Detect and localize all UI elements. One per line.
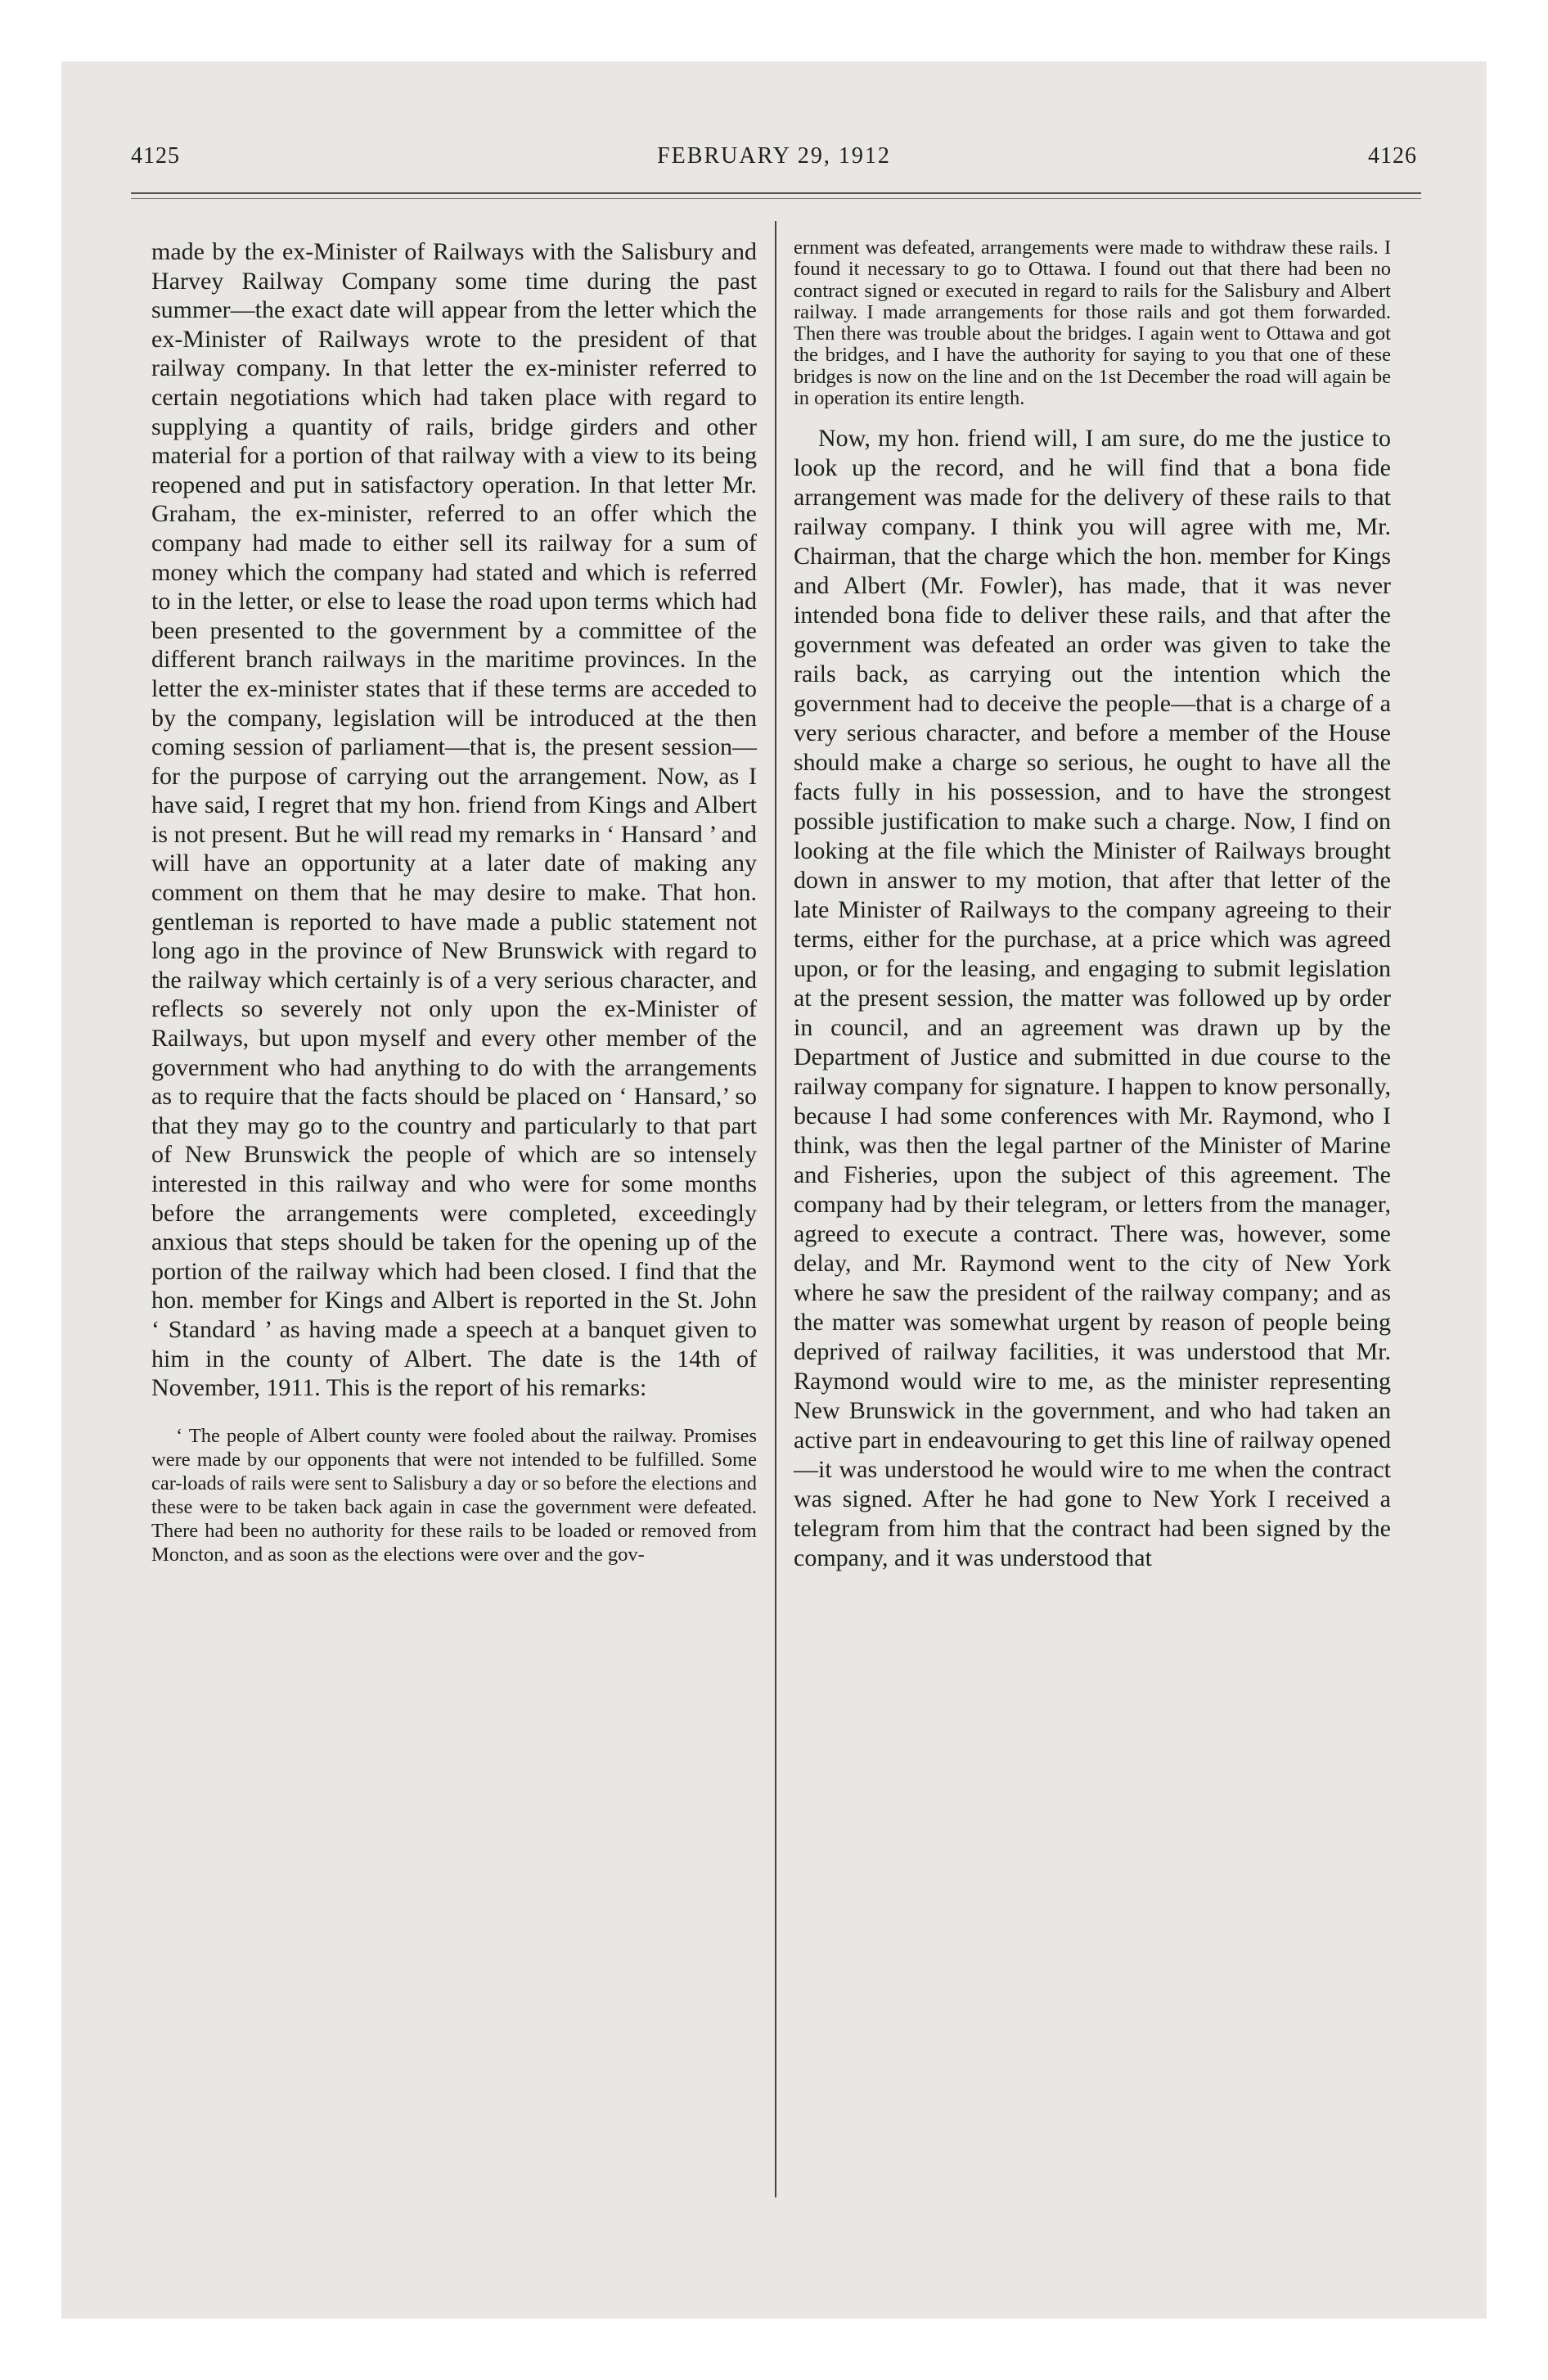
column-divider <box>775 221 776 2197</box>
header-rule-thick <box>131 192 1421 194</box>
left-quote: ‘ The people of Albert county were fooled about the railway. Promises were made by our opponents that were not intended to be fulfilled. Some car-loads of rails were sent to Salisbury a day or so before the elections and these were to be taken back again in case the government were defeated. There had been no authority for these rails to be loaded or removed from Moncton, and as soon as the elections were over and the gov- <box>151 1424 757 1566</box>
page-number-left: 4125 <box>131 143 180 169</box>
left-column <box>151 237 757 1581</box>
document-page <box>61 61 1487 2319</box>
right-column <box>794 237 1391 1588</box>
left-paragraph-1: made by the ex-Minister of Railways with the Salisbury and Harvey Railway Company some time during the past summer—the exact date will appear from the letter which the ex-Minister of Railways wrote to the president of that railway company. In that letter the ex-minister referred to certain negotiations which had taken place with regard to supplying a quantity of rails, bridge girders and other material for a portion of that railway with a view to its being reopened and put in satisfactory operation. In that letter Mr. Graham, the ex-minister, referred to an offer which the company had made to either sell its railway for a sum of money which the company had stated and which is referred to in the letter, or else to lease the road upon terms which had been presented to the government by a committee of the different branch railways in the maritime provinces. In the letter the ex-minister states that if these terms are acceded to by the company, legislation will be introduced at the then coming session of parliament—that is, the present session—for the purpose of carrying out the arrangement. Now, as I have said, I regret that my hon. friend from Kings and Albert is not present. But he will read my remarks in ‘ Hansard ’ and will have an opportunity at a later date of making any comment on them that he may desire to make. That hon. gentleman is reported to have made a public statement not long ago in the province of New Brunswick with regard to the railway which certainly is of a very serious character, and reflects so severely not only upon the ex-Minister of Railways, but upon myself and every other member of the government who had anything to do with the arrangements as to require that the facts should be placed on ‘ Hansard,’ so that they may go to the country and particularly to that part of New Brunswick the people of which are so intensely interested in this railway and who were for some months before the arrangements were completed, exceedingly anxious that steps should be taken for the opening up of the portion of the railway which had been closed. I find that the hon. member for Kings and Albert is reported in the St. John ‘ Standard ’ as having made a speech at a banquet given to him in the county of Albert. The date is the 14th of November, 1911. This is the report of his remarks: <box>151 238 757 1402</box>
page-header <box>131 143 1417 176</box>
right-quote-continued: ernment was defeated, arrangements were made to withdraw these rails. I found it necessary to go to Ottawa. I found out that there had been no contract signed or executed in regard to rails for the Salisbury and Albert railway. I made arrangements for those rails and got them forwarded. Then there was trouble about the bridges. I again went to Ottawa and got the bridges, and I have the authority for saying to you that one of these bridges is now on the line and on the 1st December the road will again be in operation its entire length. <box>794 237 1391 410</box>
page-date: FEBRUARY 29, 1912 <box>657 143 891 169</box>
page-number-right: 4126 <box>1368 143 1417 169</box>
header-rule-thin <box>131 198 1421 199</box>
right-paragraph-2: Now, my hon. friend will, I am sure, do me the justice to look up the record, and he will find that a bona fide arrangement was made for the delivery of these rails to that railway company. I think you will agree with me, Mr. Chairman, that the charge which the hon. member for Kings and Albert (Mr. Fowler), has made, that it was never intended bona fide to deliver these rails, and that after the government was defeated an order was given to take the rails back, as carrying out the intention which the government had to deceive the people—that is a charge of a very serious character, and before a member of the House should make a charge so serious, he ought to have all the facts fully in his possession, and to have the strongest possible justification to make such a charge. Now, I find on looking at the file which the Minister of Railways brought down in answer to my motion, that after that letter of the late Minister of Railways to the company agreeing to their terms, either for the purchase, at a price which was agreed upon, or for the leasing, and engaging to submit legislation at the present session, the matter was followed up by order in council, and an agreement was drawn up by the Department of Justice and submitted in due course to the railway company for signature. I happen to know personally, because I had some conferences with Mr. Raymond, who I think, was then the legal partner of the Minister of Marine and Fisheries, upon the subject of this agreement. The company had by their telegram, or letters from the manager, agreed to execute a contract. There was, however, some delay, and Mr. Raymond went to the city of New York where he saw the president of the railway company; and as the matter was somewhat urgent by reason of people being deprived of railway facilities, it was understood that Mr. Raymond would wire to me, as the minister representing New Brunswick in the government, and who had taken an active part in endeavouring to get this line of railway opened—it was understood he would wire to me when the contract was signed. After he had gone to New York I received a telegram from him that the contract had been signed by the company, and it was understood that <box>794 425 1391 1572</box>
